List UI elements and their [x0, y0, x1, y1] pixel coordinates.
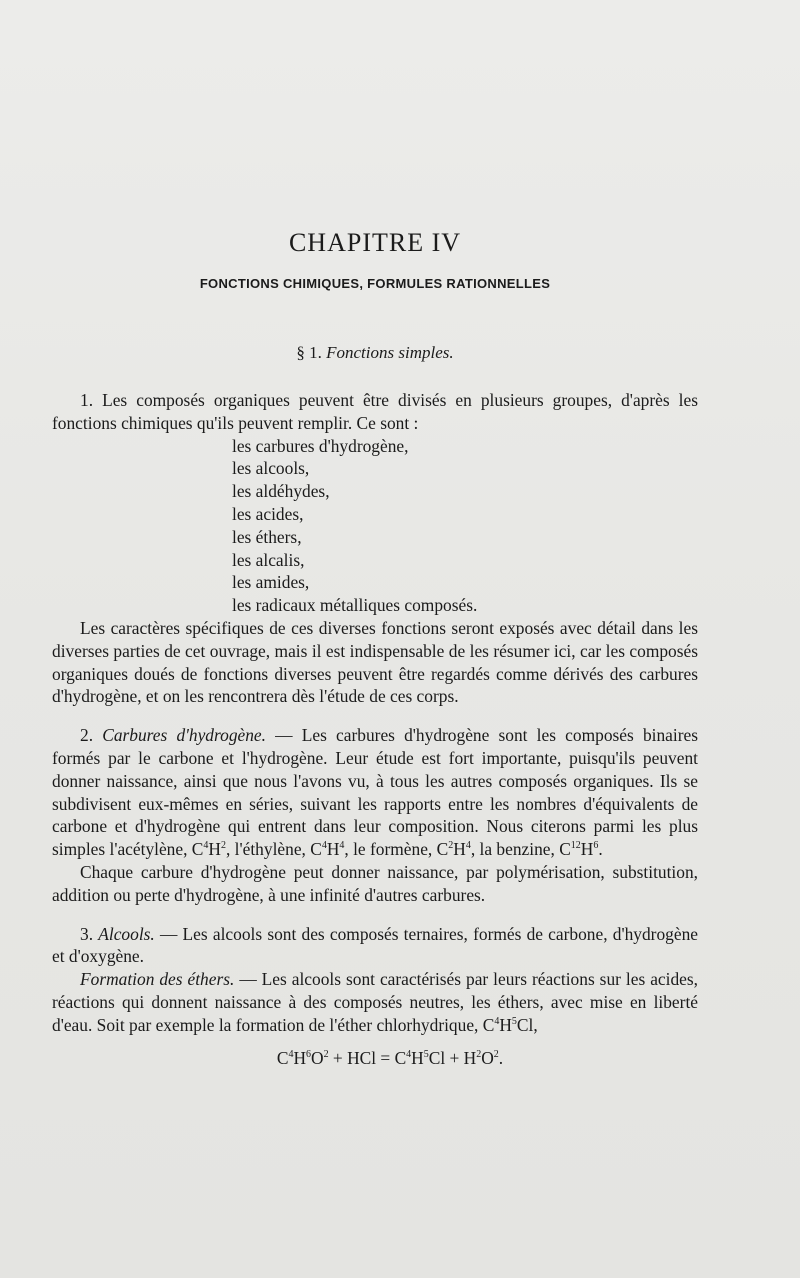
- paragraph-text: , l'éthylène,: [225, 839, 311, 860]
- formula-symbol: C: [191, 839, 204, 860]
- formula-symbol: H: [499, 1014, 512, 1035]
- paragraph-2: Les caractères spécifiques de ces diverses fonctions seront exposés avec détail dans les diverses parties de cet ouvrage, mais il est indispensable de les résumer ici, car les composés organiques doués de fonctions diverses peuvent être regardés comme dérivés des carbures d'hydrogène, et on les rencontrera dès l'étude de ces corps.: [52, 617, 698, 707]
- paragraph-number: 3.: [80, 923, 94, 944]
- formula-index: 4: [465, 840, 471, 852]
- formula-symbol: H: [411, 1047, 424, 1068]
- formula-symbol: .: [498, 1047, 504, 1068]
- formula-symbol: C: [482, 1014, 495, 1035]
- list-item: les éthers,: [232, 526, 302, 547]
- page-content: [52, 228, 698, 1069]
- list-item: les carbures d'hydrogène,: [232, 435, 409, 456]
- paragraph-text: .: [598, 839, 603, 860]
- formula-index: 6: [593, 840, 599, 852]
- formula-ethylene: [310, 839, 344, 859]
- formula-symbol: H: [326, 839, 340, 860]
- section-heading: [52, 343, 698, 363]
- formula-index: 4: [288, 1048, 294, 1060]
- paragraph-3: [52, 724, 698, 861]
- equation: [82, 1047, 698, 1070]
- paragraph-1: 1. Les composés organiques peuvent être divisés en plusieurs groupes, d'après les fonctions chimiques qu'ils peuvent remplir. Ce sont :: [52, 390, 698, 433]
- formula-acetylene: [192, 839, 226, 859]
- chapter-subtitle: FONCTIONS CHIMIQUES, FORMULES RATIONNELLES: [199, 276, 551, 291]
- paragraph-gap: [52, 708, 698, 724]
- formula-index: 2: [220, 840, 226, 852]
- section-title: Fonctions simples.: [326, 343, 454, 362]
- formula-benzine: [559, 839, 598, 859]
- list-item: les radicaux métalliques composés.: [232, 595, 478, 616]
- formula-symbol: O: [481, 1047, 494, 1068]
- formula-symbol: H: [293, 1047, 306, 1068]
- list-item: les amides,: [232, 572, 310, 593]
- formula-index: 6: [306, 1048, 311, 1060]
- functions-list: [52, 435, 698, 617]
- formula-index: 4: [339, 840, 345, 852]
- list-item: les alcalis,: [232, 549, 305, 570]
- paragraph-text: — Les alcools sont des composés ternaires, formés de carbone, d'hydrogène et d'oxygène.: [52, 923, 698, 967]
- list-item: les aldéhydes,: [232, 481, 330, 502]
- list-item: les acides,: [232, 503, 304, 524]
- formula-symbol: Cl,: [516, 1014, 538, 1035]
- formula-ether: [483, 1015, 538, 1035]
- formula-symbol: C: [310, 839, 322, 860]
- paragraph-text: , la benzine,: [470, 839, 560, 860]
- chapter-title: CHAPITRE IV: [288, 228, 462, 257]
- paragraph-number: 2.: [80, 725, 94, 746]
- paragraph-4: Chaque carbure d'hydrogène peut donner naissance, par polymérisation, substitution, addition ou perte d'hydrogène, à une infinité d'autres carbures.: [52, 861, 698, 905]
- paragraph-text: , le formène,: [344, 839, 437, 860]
- formula-index: 5: [511, 1015, 517, 1027]
- formula-index: 4: [494, 1015, 500, 1027]
- paragraph-heading: Alcools.: [98, 923, 155, 944]
- formula-index: 2: [323, 1048, 329, 1060]
- paragraph-heading: Formation des éthers.: [80, 969, 235, 990]
- paragraph-5: [52, 923, 698, 969]
- paragraph-6: [52, 968, 698, 1036]
- formula-symbol: C: [559, 839, 571, 860]
- paragraph-text: — Les carbures d'hydrogène sont les composés binaires formés par le carbone et l'hydrogène. Leur étude est fort importante, puisqu'ils peuvent donner naissance, ainsi que nous l'avons vu, à tous les autres composés organiques. Ils se subdivisent eux-mêmes en séries, suivant les rapports entre les nombres d'équivalents de carbone et d'hydrogène qui entrent dans leur composition. Nous citerons parmi les plus simples l'acétylène,: [52, 725, 698, 860]
- formula-index: 12: [570, 840, 581, 852]
- formula-symbol: H: [208, 839, 221, 860]
- formula-symbol: C: [276, 1047, 289, 1068]
- formula-index: 5: [423, 1048, 429, 1060]
- formula-index: 4: [321, 840, 327, 852]
- formula-symbol: C: [436, 839, 449, 860]
- formula-symbol: C: [394, 1047, 407, 1068]
- formula-operator: + HCl =: [328, 1047, 395, 1068]
- paragraph-gap: [52, 907, 698, 923]
- formula-index: 4: [203, 840, 209, 852]
- paragraph-heading: Carbures d'hydrogène.: [102, 725, 266, 746]
- formula-symbol: H: [453, 839, 466, 860]
- list-item: les alcools,: [232, 458, 310, 479]
- formula-index: 4: [406, 1048, 412, 1060]
- formula-formene: [437, 839, 471, 859]
- formula-index: 2: [448, 840, 454, 852]
- section-number: § 1.: [296, 343, 322, 362]
- formula-symbol: O: [311, 1047, 324, 1068]
- formula-symbol: H: [580, 839, 594, 860]
- formula-index: 2: [476, 1048, 482, 1060]
- formula-index: 2: [493, 1048, 499, 1060]
- formula-symbol: Cl +: [428, 1047, 464, 1068]
- formula-symbol: H: [463, 1047, 477, 1068]
- paragraph-text: — Les alcools sont caractérisés par leurs réactions sur les acides, réactions qui donnent naissance à des composés neutres, les éthers, avec mise en liberté d'eau. Soit par exemple la formation de l'éther chlorhydrique,: [52, 969, 698, 1035]
